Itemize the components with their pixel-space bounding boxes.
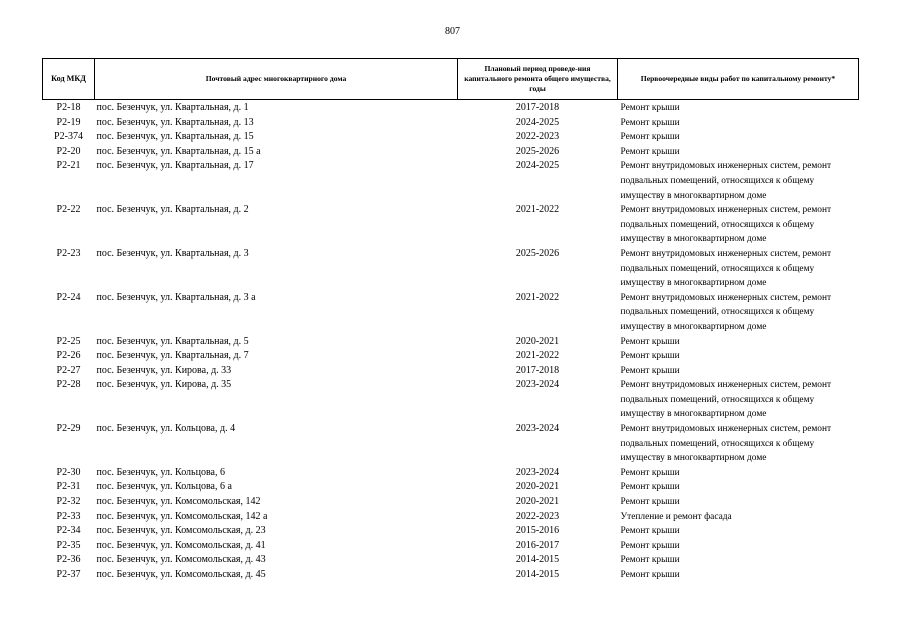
cell-address: пос. Безенчук, ул. Квартальная, д. 1 bbox=[96, 102, 249, 113]
table-row bbox=[43, 130, 859, 145]
cell-works: Ремонт крыши bbox=[620, 482, 680, 493]
cell-code: Р2-30 bbox=[56, 466, 81, 478]
cell-works: Ремонт крыши bbox=[620, 351, 680, 362]
cell-address: пос. Безенчук, ул. Квартальная, д. 5 bbox=[96, 335, 249, 347]
table-row bbox=[43, 100, 859, 116]
table-row bbox=[43, 466, 859, 481]
table-row bbox=[43, 568, 859, 583]
cell-address: пос. Безенчук, ул. Комсомольская, 142 bbox=[96, 496, 261, 508]
cell-works: Ремонт крыши bbox=[620, 467, 680, 478]
cell-works: Ремонт внутридомовых инженерных систем, ремонт подвальных помещений, относящихся к общему имуществу в многоквартирном доме bbox=[620, 248, 832, 289]
table-row bbox=[43, 524, 859, 539]
cell-works: Ремонт крыши bbox=[620, 365, 680, 376]
cell-address: пос. Безенчук, ул. Комсомольская, 142 а bbox=[96, 510, 268, 522]
table-row bbox=[43, 145, 859, 160]
header-address: Почтовый адрес многоквартирного дома bbox=[95, 59, 458, 100]
cell-address: пос. Безенчук, ул. Квартальная, д. 3 а bbox=[96, 291, 256, 303]
cell-period: 2014-2015 bbox=[515, 569, 560, 580]
cell-period: 2020-2021 bbox=[515, 496, 560, 508]
cell-period: 2025-2026 bbox=[515, 145, 560, 157]
cell-address: пос. Безенчук, ул. Квартальная, д. 15 bbox=[96, 131, 254, 143]
table-row bbox=[43, 159, 859, 203]
table-header bbox=[43, 59, 859, 100]
cell-works: Ремонт крыши bbox=[620, 132, 680, 143]
table-row bbox=[43, 291, 859, 335]
cell-address: пос. Безенчук, ул. Квартальная, д. 17 bbox=[96, 160, 254, 172]
cell-address: пос. Безенчук, ул. Кирова, д. 33 bbox=[96, 364, 232, 376]
cell-address: пос. Безенчук, ул. Кирова, д. 35 bbox=[96, 379, 232, 391]
cell-period: 2021-2022 bbox=[515, 350, 560, 362]
cell-code: Р2-20 bbox=[56, 145, 81, 157]
cell-period: 2025-2026 bbox=[515, 247, 560, 259]
cell-period: 2023-2024 bbox=[515, 379, 560, 391]
cell-works: Ремонт крыши bbox=[620, 555, 680, 566]
cell-period: 2014-2015 bbox=[515, 554, 560, 566]
cell-code: Р2-21 bbox=[56, 160, 81, 172]
cell-period: 2015-2016 bbox=[515, 525, 560, 537]
table-row bbox=[43, 553, 859, 568]
cell-works: Ремонт крыши bbox=[620, 117, 680, 128]
cell-period: 2016-2017 bbox=[515, 539, 560, 551]
cell-code: Р2-19 bbox=[56, 116, 81, 128]
cell-period: 2024-2025 bbox=[515, 116, 560, 128]
cell-address: пос. Безенчук, ул. Квартальная, д. 7 bbox=[96, 350, 249, 362]
cell-period: 2021-2022 bbox=[515, 204, 560, 216]
cell-code: Р2-31 bbox=[56, 481, 81, 493]
cell-works: Ремонт крыши bbox=[620, 103, 680, 113]
cell-code: Р2-37 bbox=[56, 569, 81, 580]
cell-code: Р2-23 bbox=[56, 247, 81, 259]
cell-code: Р2-29 bbox=[56, 423, 81, 435]
cell-code: Р2-374 bbox=[54, 131, 83, 143]
cell-works: Ремонт внутридомовых инженерных систем, ремонт подвальных помещений, относящихся к общему имуществу в многоквартирном доме bbox=[620, 380, 832, 420]
table-row bbox=[43, 378, 859, 422]
header-row bbox=[43, 59, 859, 100]
table-row bbox=[43, 203, 859, 247]
cell-works: Ремонт крыши bbox=[620, 570, 680, 580]
cell-period: 2023-2024 bbox=[515, 466, 560, 478]
cell-period: 2017-2018 bbox=[515, 364, 560, 376]
cell-works: Ремонт внутридомовых инженерных систем, ремонт подвальных помещений, относящихся к общему имуществу в многоквартирном доме bbox=[620, 424, 832, 464]
cell-period: 2024-2025 bbox=[515, 160, 560, 172]
cell-works: Ремонт внутридомовых инженерных систем, ремонт подвальных помещений, относящихся к общему имуществу в многоквартирном доме bbox=[620, 292, 832, 332]
cell-period: 2020-2021 bbox=[515, 481, 560, 493]
cell-works: Ремонт крыши bbox=[620, 146, 680, 157]
table-row bbox=[43, 422, 859, 466]
table-row bbox=[43, 349, 859, 364]
header-period: Плановый период проведе-ния капитального ремонта общего имущества, годы bbox=[458, 59, 618, 100]
cell-address: пос. Безенчук, ул. Кольцова, д. 4 bbox=[96, 423, 236, 435]
cell-period: 2022-2023 bbox=[515, 131, 560, 143]
cell-code: Р2-32 bbox=[56, 496, 81, 508]
page-number: 807 bbox=[445, 26, 460, 37]
table-row bbox=[43, 335, 859, 350]
cell-works: Ремонт внутридомовых инженерных систем, ремонт подвальных помещений, относящихся к общему имуществу в многоквартирном доме bbox=[620, 161, 832, 201]
cell-code: Р2-28 bbox=[56, 379, 81, 391]
cell-address: пос. Безенчук, ул. Комсомольская, д. 41 bbox=[96, 539, 266, 551]
cell-address: пос. Безенчук, ул. Комсомольская, д. 23 bbox=[96, 525, 266, 537]
cell-address: пос. Безенчук, ул. Квартальная, д. 13 bbox=[96, 116, 254, 128]
cell-period: 2020-2021 bbox=[515, 335, 560, 347]
cell-works: Ремонт крыши bbox=[620, 336, 680, 347]
table-row bbox=[43, 495, 859, 510]
cell-code: Р2-36 bbox=[56, 554, 81, 566]
cell-code: Р2-18 bbox=[56, 102, 81, 113]
cell-code: Р2-33 bbox=[56, 510, 81, 522]
cell-period: 2022-2023 bbox=[515, 510, 560, 522]
table-row bbox=[43, 510, 859, 525]
cell-works: Ремонт крыши bbox=[620, 540, 680, 551]
table-row bbox=[43, 480, 859, 495]
cell-code: Р2-25 bbox=[56, 335, 81, 347]
cell-code: Р2-22 bbox=[56, 204, 81, 216]
cell-address: пос. Безенчук, ул. Квартальная, д. 3 bbox=[96, 247, 249, 259]
cell-works: Утепление и ремонт фасада bbox=[620, 511, 732, 522]
cell-address: пос. Безенчук, ул. Квартальная, д. 15 а bbox=[96, 145, 261, 157]
table-row bbox=[43, 364, 859, 379]
cell-address: пос. Безенчук, ул. Квартальная, д. 2 bbox=[96, 204, 249, 216]
cell-code: Р2-24 bbox=[56, 291, 81, 303]
cell-code: Р2-34 bbox=[56, 525, 81, 537]
cell-works: Ремонт крыши bbox=[620, 497, 680, 508]
cell-period: 2017-2018 bbox=[515, 102, 560, 113]
cell-code: Р2-27 bbox=[56, 364, 81, 376]
cell-code: Р2-35 bbox=[56, 539, 81, 551]
cell-period: 2021-2022 bbox=[515, 291, 560, 303]
cell-address: пос. Безенчук, ул. Комсомольская, д. 45 bbox=[96, 569, 266, 580]
header-works: Первоочередные виды работ по капитальному ремонту* bbox=[618, 59, 859, 100]
cell-works: Ремонт крыши bbox=[620, 526, 680, 537]
table-row bbox=[43, 116, 859, 131]
table-body bbox=[43, 100, 859, 583]
table-row bbox=[43, 247, 859, 291]
cell-address: пос. Безенчук, ул. Комсомольская, д. 43 bbox=[96, 554, 266, 566]
cell-period: 2023-2024 bbox=[515, 423, 560, 435]
cell-works: Ремонт внутридомовых инженерных систем, ремонт подвальных помещений, относящихся к общему имуществу в многоквартирном доме bbox=[620, 205, 832, 245]
cell-address: пос. Безенчук, ул. Кольцова, 6 bbox=[96, 466, 225, 478]
header-code: Код МКД bbox=[43, 59, 95, 100]
capital-repair-table bbox=[42, 58, 859, 583]
cell-address: пос. Безенчук, ул. Кольцова, 6 а bbox=[96, 481, 232, 493]
cell-code: Р2-26 bbox=[56, 350, 81, 362]
table-row bbox=[43, 539, 859, 554]
